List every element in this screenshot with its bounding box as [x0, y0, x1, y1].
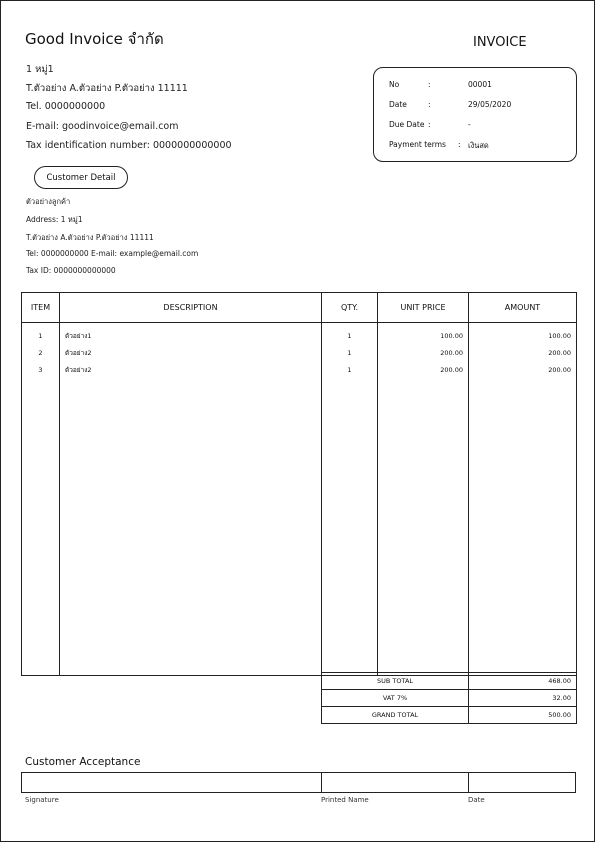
totals-row: [322, 673, 577, 690]
customer-address: Address: 1 หมู่1: [26, 215, 83, 224]
customer-acceptance-title: Customer Acceptance: [25, 756, 141, 768]
cell-unit-price: 200.00: [378, 344, 469, 361]
grand-total-value: 500.00: [469, 707, 577, 724]
header-qty: QTY.: [322, 293, 378, 323]
signature-label: Signature: [25, 796, 59, 804]
meta-colon: :: [458, 140, 461, 149]
company-tax-id: Tax identification number: 0000000000000: [26, 140, 232, 151]
customer-detail-button[interactable]: Customer Detail: [34, 166, 128, 189]
signature-divider: [321, 773, 322, 792]
meta-colon: :: [428, 80, 431, 89]
cell-description: ตัวอย่าง2: [60, 344, 322, 361]
company-address-line2: T.ตัวอย่าง A.ตัวอย่าง P.ตัวอย่าง 11111: [26, 83, 188, 94]
customer-address-line2: T.ตัวอย่าง A.ตัวอย่าง P.ตัวอย่าง 11111: [26, 233, 154, 242]
header-unit-price: UNIT PRICE: [378, 293, 469, 323]
meta-value-due-date: -: [468, 120, 471, 129]
header-description: DESCRIPTION: [60, 293, 322, 323]
meta-label-payment-terms: Payment terms: [389, 140, 446, 149]
table-header-row: [22, 293, 577, 323]
meta-value-no: 00001: [468, 80, 492, 89]
table-row: [22, 361, 577, 378]
customer-tax-id: Tax ID: 0000000000000: [26, 266, 116, 275]
meta-value-payment-terms: เงินสด: [468, 141, 489, 150]
company-email: E-mail: goodinvoice@email.com: [26, 121, 179, 132]
customer-contact: Tel: 0000000000 E-mail: example@email.com: [26, 249, 199, 258]
cell-description: ตัวอย่าง1: [60, 323, 322, 345]
cell-amount: 200.00: [469, 344, 577, 361]
cell-item: 1: [22, 323, 60, 345]
company-tel: Tel. 0000000000: [26, 101, 106, 112]
meta-label-due-date: Due Date: [389, 120, 425, 129]
signature-divider: [468, 773, 469, 792]
cell-unit-price: 200.00: [378, 361, 469, 378]
header-item: ITEM: [22, 293, 60, 323]
printed-name-label: Printed Name: [321, 796, 369, 804]
cell-qty: 1: [322, 344, 378, 361]
cell-qty: 1: [322, 323, 378, 345]
cell-description: ตัวอย่าง2: [60, 361, 322, 378]
vat-value: 32.00: [469, 690, 577, 707]
cell-amount: 100.00: [469, 323, 577, 345]
cell-amount: 200.00: [469, 361, 577, 378]
customer-name: ตัวอย่างลูกค้า: [26, 197, 71, 206]
document-title: INVOICE: [473, 35, 527, 50]
cell-unit-price: 100.00: [378, 323, 469, 345]
totals-table: [321, 672, 577, 724]
table-row: [22, 323, 577, 345]
meta-label-date: Date: [389, 100, 407, 109]
subtotal-value: 468.00: [469, 673, 577, 690]
table-empty-space: [22, 378, 577, 676]
cell-item: 2: [22, 344, 60, 361]
subtotal-label: SUB TOTAL: [322, 673, 469, 690]
grand-total-label: GRAND TOTAL: [322, 707, 469, 724]
date-label: Date: [468, 796, 485, 804]
meta-colon: :: [428, 100, 431, 109]
vat-label: VAT 7%: [322, 690, 469, 707]
table-row: [22, 344, 577, 361]
header-amount: AMOUNT: [469, 293, 577, 323]
meta-value-date: 29/05/2020: [468, 100, 512, 109]
meta-label-no: No: [389, 80, 400, 89]
items-table: [21, 292, 577, 676]
acceptance-signature-box: [21, 772, 576, 793]
totals-row: [322, 707, 577, 724]
meta-colon: :: [428, 120, 431, 129]
cell-item: 3: [22, 361, 60, 378]
company-address-line1: 1 หมู่1: [26, 64, 54, 75]
totals-row: [322, 690, 577, 707]
company-name: Good Invoice จำกัด: [25, 30, 164, 48]
cell-qty: 1: [322, 361, 378, 378]
invoice-meta-box: [373, 67, 577, 162]
